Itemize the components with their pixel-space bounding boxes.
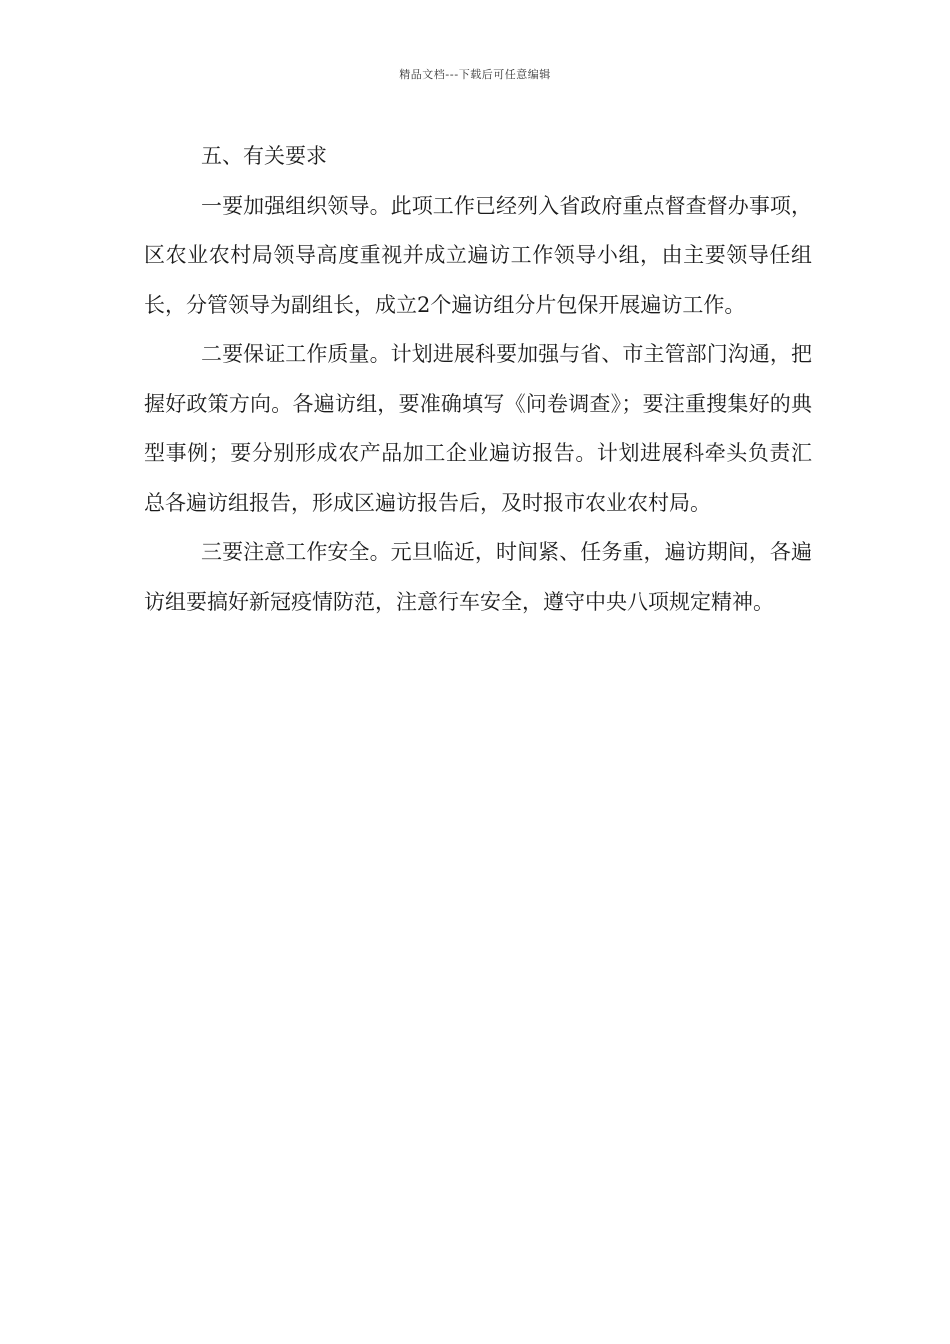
paragraph-work-safety: 三要注意工作安全。元旦临近，时间紧、任务重，遍访期间，各遍访组要搞好新冠疫情防范，注意行车安全，遵守中央八项规定精神。 bbox=[144, 540, 812, 614]
paragraph-organization-leadership: 一要加强组织领导。此项工作已经列入省政府重点督查督办事项，区农业农村局领导高度重视并成立遍访工作领导小组，由主要领导任组长，分管领导为副组长，成立2个遍访组分片包保开展遍访工作。 bbox=[144, 193, 812, 317]
document-body bbox=[144, 132, 812, 627]
page-header: 精品文档---下载后可任意编辑 bbox=[399, 68, 551, 81]
paragraph-work-quality: 二要保证工作质量。计划进展科要加强与省、市主管部门沟通，把握好政策方向。各遍访组，要准确填写《问卷调查》；要注重搜集好的典型事例；要分别形成农产品加工企业遍访报告。计划进展科牵头负责汇总各遍访组报告，形成区遍访报告后，及时报市农业农村局。 bbox=[144, 342, 812, 515]
section-heading: 五、有关要求 bbox=[201, 144, 327, 168]
